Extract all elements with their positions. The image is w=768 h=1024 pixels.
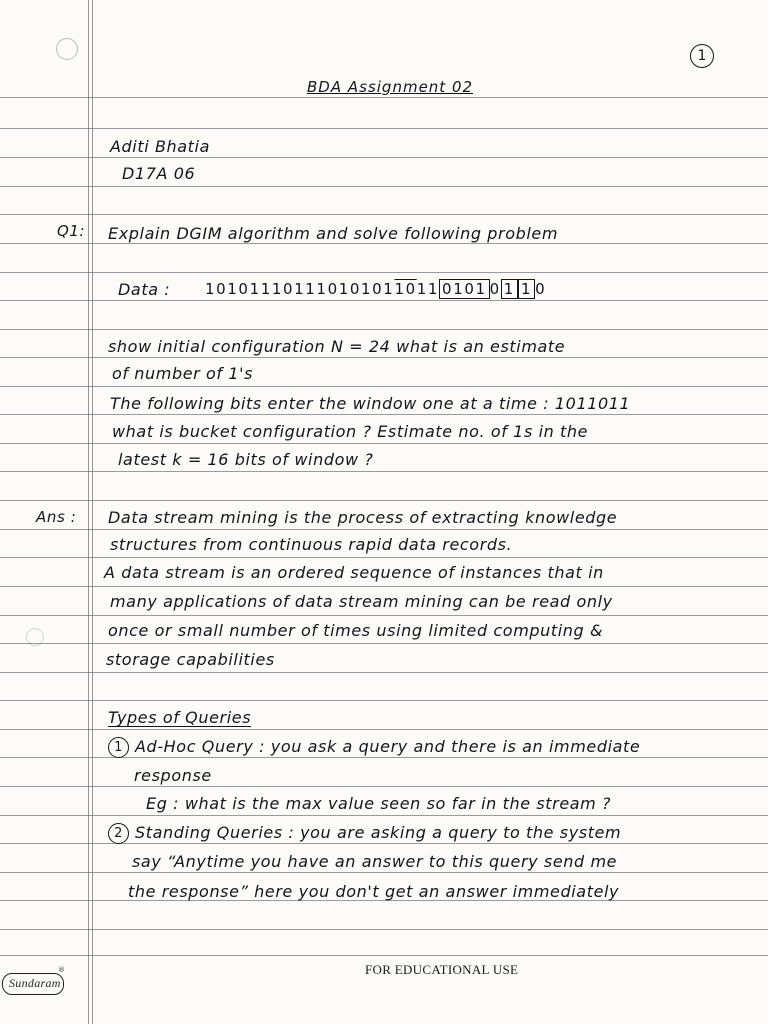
ruled-line xyxy=(0,471,768,472)
item-number: 2 xyxy=(108,823,129,844)
data-bits xyxy=(205,280,546,298)
answer-line: storage capabilities xyxy=(106,650,275,669)
list-item-example: Eg : what is the max value seen so far in the stream ? xyxy=(146,794,612,813)
ruled-line xyxy=(0,872,768,873)
question-line: The following bits enter the window one at a time : 1011011 xyxy=(110,394,631,413)
ruled-line xyxy=(0,357,768,358)
ruled-line xyxy=(0,157,768,158)
bucket-box: 0101 xyxy=(439,279,490,299)
list-item-cont: say “Anytime you have an answer to this query send me xyxy=(132,852,618,871)
answer-line: Data stream mining is the process of extracting knowledge xyxy=(108,508,618,527)
registered-mark: ® xyxy=(58,966,65,974)
ruled-line xyxy=(0,300,768,301)
ruled-line xyxy=(0,700,768,701)
types-heading: Types of Queries xyxy=(108,708,252,727)
ruled-line xyxy=(0,672,768,673)
question-label: Q1: xyxy=(57,222,86,240)
ruled-line xyxy=(0,643,768,644)
ruled-line xyxy=(0,414,768,415)
margin-line xyxy=(88,0,89,1024)
brand-logo xyxy=(2,973,64,995)
ruled-line xyxy=(0,586,768,587)
item-text: Ad-Hoc Query : you ask a query and there is an immediate xyxy=(135,737,641,756)
bits-segment: 11 xyxy=(416,280,440,298)
binder-hole xyxy=(56,38,78,60)
page-title: BDA Assignment 02 xyxy=(307,78,474,96)
ruled-line xyxy=(0,128,768,129)
list-item-cont: response xyxy=(134,766,212,785)
ruled-line xyxy=(0,243,768,244)
question-line: of number of 1's xyxy=(112,364,254,383)
bucket-box: 1 xyxy=(501,279,518,299)
bits-segment: 0 xyxy=(535,280,547,298)
ruled-line xyxy=(0,186,768,187)
list-item-cont: the response” here you don't get an answer immediately xyxy=(128,882,620,901)
ruled-line xyxy=(0,443,768,444)
ruled-line xyxy=(0,529,768,530)
data-label: Data : xyxy=(118,280,171,299)
ruled-line xyxy=(0,386,768,387)
bits-segment: 10 xyxy=(394,280,417,298)
margin-line xyxy=(92,0,93,1024)
ruled-line xyxy=(0,500,768,501)
answer-line: A data stream is an ordered sequence of instances that in xyxy=(104,563,604,582)
ruled-line xyxy=(0,615,768,616)
page-number: 1 xyxy=(690,44,714,68)
ruled-line xyxy=(0,97,768,98)
student-name: Aditi Bhatia xyxy=(110,137,210,156)
ruled-line xyxy=(0,557,768,558)
ruled-line xyxy=(0,729,768,730)
answer-line: structures from continuous rapid data records. xyxy=(110,535,513,554)
ruled-line xyxy=(0,214,768,215)
list-item xyxy=(108,737,640,758)
ruled-line xyxy=(0,955,768,956)
question-line: Explain DGIM algorithm and solve following problem xyxy=(108,224,559,243)
bits-segment: 0 xyxy=(489,280,501,298)
ruled-line xyxy=(0,272,768,273)
brand-name: Sundaram xyxy=(9,976,61,990)
roll-number: D17A 06 xyxy=(122,164,196,183)
bucket-box: 1 xyxy=(518,279,535,299)
ruled-line xyxy=(0,329,768,330)
ruled-line xyxy=(0,929,768,930)
bits-segment: 10101110111010101 xyxy=(205,280,395,298)
list-item xyxy=(108,823,621,844)
footer-text: FOR EDUCATIONAL USE xyxy=(365,962,519,977)
answer-label: Ans : xyxy=(36,508,77,526)
ruled-line xyxy=(0,815,768,816)
answer-line: many applications of data stream mining can be read only xyxy=(110,592,613,611)
question-line: show initial configuration N = 24 what is an estimate xyxy=(108,337,566,356)
answer-line: once or small number of times using limited computing & xyxy=(108,621,604,640)
question-line: latest k = 16 bits of window ? xyxy=(118,450,374,469)
item-number: 1 xyxy=(108,737,129,758)
item-text: Standing Queries : you are asking a query to the system xyxy=(135,823,622,842)
ruled-line xyxy=(0,786,768,787)
question-line: what is bucket configuration ? Estimate no. of 1s in the xyxy=(112,422,589,441)
